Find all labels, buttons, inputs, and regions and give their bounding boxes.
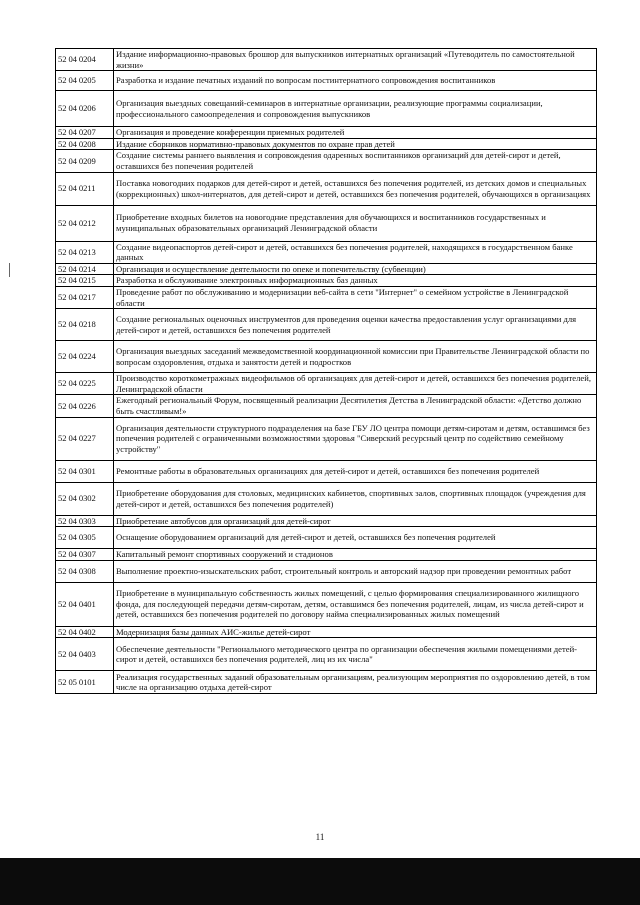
row-code: 52 04 0224 — [56, 341, 114, 373]
scan-bottom-bar — [0, 858, 640, 905]
row-code: 52 04 0213 — [56, 241, 114, 263]
table-row — [56, 460, 597, 482]
table-row — [56, 515, 597, 527]
table-row — [56, 138, 597, 150]
row-description: Организация и проведение конференции приемных родителей — [114, 127, 597, 139]
table-row — [56, 582, 597, 626]
table-row — [56, 373, 597, 395]
row-code: 52 04 0225 — [56, 373, 114, 395]
table-row — [56, 527, 597, 549]
row-description: Организация и осуществление деятельности по опеке и попечительству (субвенции) — [114, 263, 597, 275]
row-code: 52 04 0302 — [56, 482, 114, 515]
row-code: 52 05 0101 — [56, 671, 114, 694]
row-code: 52 04 0401 — [56, 582, 114, 626]
row-description: Выполнение проектно-изыскательских работ, строительный контроль и авторский надзор при проведении ремонтных работ — [114, 560, 597, 582]
table-row — [56, 309, 597, 341]
row-code: 52 04 0303 — [56, 515, 114, 527]
page-number: 11 — [315, 832, 325, 842]
table-row — [56, 560, 597, 582]
row-code: 52 04 0214 — [56, 263, 114, 275]
table-row — [56, 482, 597, 515]
row-description: Организация выездных совещаний-семинаров в интернатные организации, реализующие программы социализации, профессионального самоопределения и сопровождения выпускников — [114, 91, 597, 127]
row-description: Разработка и издание печатных изданий по вопросам постинтернатного сопровождения воспитанников — [114, 71, 597, 91]
table-row — [56, 395, 597, 417]
row-description: Проведение работ по обслуживанию и модернизации веб-сайта в сети "Интернет" о семейном устройстве в Ленинградской области — [114, 286, 597, 308]
row-description: Поставка новогодних подарков для детей-сирот и детей, оставшихся без попечения родителей, из детских домов и специальных (коррекционных) школ-интернатов, для детей-сирот и детей, оставшихся без попечения родителей, обучающихся в организациях — [114, 172, 597, 205]
row-code: 52 04 0205 — [56, 71, 114, 91]
row-code: 52 04 0218 — [56, 309, 114, 341]
row-code: 52 04 0212 — [56, 205, 114, 241]
row-description: Приобретение в муниципальную собственность жилых помещений, с целью формирования специализированного жилищного фонда, для последующей передачи детям-сиротам, детям, оставшимся без попечения родителей, лицам, из числа детей-сирот и детей, оставшихся без попечения родителей по договору найма специализированных жилых помещений — [114, 582, 597, 626]
table-row — [56, 417, 597, 460]
row-code: 52 04 0217 — [56, 286, 114, 308]
margin-mark — [9, 263, 10, 277]
row-description: Приобретение автобусов для организаций для детей-сирот — [114, 515, 597, 527]
row-description: Создание системы раннего выявления и сопровождения одаренных воспитанников организаций для детей-сирот и детей, оставшихся без попечения родителей — [114, 150, 597, 172]
table-row — [56, 286, 597, 308]
row-description: Капитальный ремонт спортивных сооружений и стадионов — [114, 549, 597, 561]
row-code: 52 04 0301 — [56, 460, 114, 482]
table-row — [56, 275, 597, 287]
table-row — [56, 205, 597, 241]
row-code: 52 04 0211 — [56, 172, 114, 205]
row-description: Издание сборников нормативно-правовых документов по охране прав детей — [114, 138, 597, 150]
row-description: Реализация государственных заданий образовательным организациям, реализующим мероприятия по оздоровлению детей, в том числе на организацию отдыха детей-сирот — [114, 671, 597, 694]
table-row — [56, 638, 597, 671]
table-row — [56, 626, 597, 638]
row-description: Издание информационно-правовых брошюр для выпускников интернатных организаций «Путеводитель по самостоятельной жизни» — [114, 49, 597, 71]
row-code: 52 04 0207 — [56, 127, 114, 139]
row-code: 52 04 0226 — [56, 395, 114, 417]
row-description: Модернизация базы данных АИС-жилье детей-сирот — [114, 626, 597, 638]
table-row — [56, 71, 597, 91]
table-row — [56, 263, 597, 275]
row-code: 52 04 0402 — [56, 626, 114, 638]
row-description: Ежегодный региональный Форум, посвященный реализации Десятилетия Детства в Ленинградской области: «Детство должно быть счастливым!» — [114, 395, 597, 417]
row-code: 52 04 0308 — [56, 560, 114, 582]
table-row — [56, 172, 597, 205]
row-code: 52 04 0227 — [56, 417, 114, 460]
row-description: Создание видеопаспортов детей-сирот и детей, оставшихся без попечения родителей, находящихся в государственном банке данных — [114, 241, 597, 263]
row-code: 52 04 0206 — [56, 91, 114, 127]
table-row — [56, 49, 597, 71]
table-row — [56, 341, 597, 373]
row-description: Организация выездных заседаний межведомственной координационной комиссии при Правительстве Ленинградской области по вопросам оздоровления, отдыха и занятости детей и подростков — [114, 341, 597, 373]
row-description: Приобретение входных билетов на новогодние представления для обучающихся и воспитанников государственных и муниципальных образовательных организаций Ленинградской области — [114, 205, 597, 241]
row-code: 52 04 0305 — [56, 527, 114, 549]
budget-code-table — [55, 48, 597, 694]
row-description: Обеспечение деятельности "Регионального методического центра по организации обеспечения жилыми помещениями детей-сирот и детей, оставшихся без попечения родителей, лиц из их числа" — [114, 638, 597, 671]
table-row — [56, 671, 597, 694]
row-code: 52 04 0204 — [56, 49, 114, 71]
row-description: Оснащение оборудованием организаций для детей-сирот и детей, оставшихся без попечения родителей — [114, 527, 597, 549]
row-code: 52 04 0403 — [56, 638, 114, 671]
table-row — [56, 127, 597, 139]
table-row — [56, 549, 597, 561]
table-row — [56, 91, 597, 127]
row-description: Разработка и обслуживание электронных информационных баз данных — [114, 275, 597, 287]
row-code: 52 04 0307 — [56, 549, 114, 561]
row-description: Ремонтные работы в образовательных организациях для детей-сирот и детей, оставшихся без попечения родителей — [114, 460, 597, 482]
row-description: Организация деятельности структурного подразделения на базе ГБУ ЛО центра помощи детям-сиротам и детям, оставшимся без попечения родителей с ограниченными возможностями здоровья "Сиверский ресурсный центр по содействию семейному устройству" — [114, 417, 597, 460]
row-code: 52 04 0215 — [56, 275, 114, 287]
row-description: Создание региональных оценочных инструментов для проведения оценки качества предоставления услуг организациями для детей-сирот и детей, оставшихся без попечения родителей — [114, 309, 597, 341]
row-description: Приобретение оборудования для столовых, медицинских кабинетов, спортивных залов, спортивных площадок (учреждения для детей-сирот и детей, оставшихся без попечения родителей) — [114, 482, 597, 515]
row-description: Производство короткометражных видеофильмов об организациях для детей-сирот и детей, оставшихся без попечения родителей, Ленинградской области — [114, 373, 597, 395]
table-row — [56, 150, 597, 172]
table-row — [56, 241, 597, 263]
row-code: 52 04 0208 — [56, 138, 114, 150]
row-code: 52 04 0209 — [56, 150, 114, 172]
